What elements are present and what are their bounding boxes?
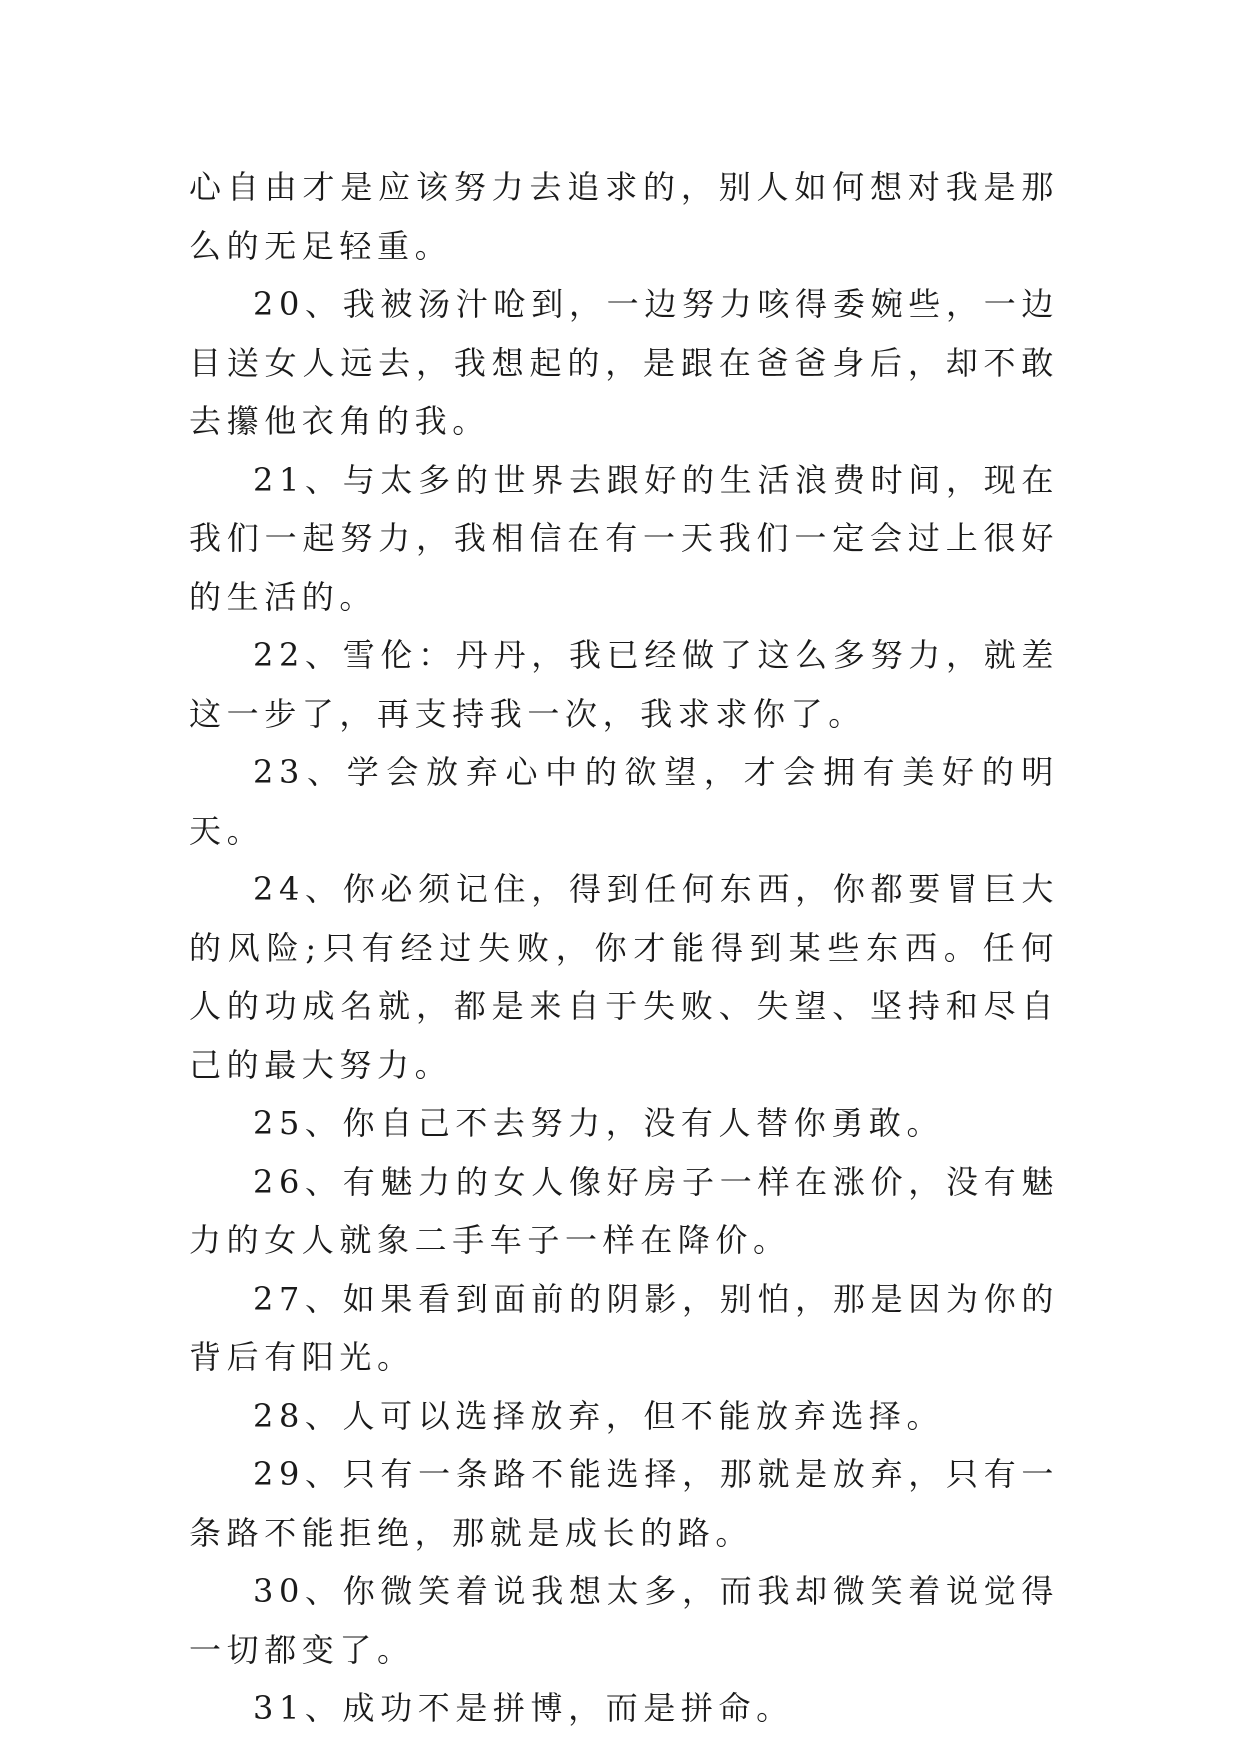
paragraph-26: 26、有魅力的女人像好房子一样在涨价，没有魅力的女人就象二手车子一样在降价。	[189, 1162, 1059, 1259]
paragraph-23: 23、学会放弃心中的欲望，才会拥有美好的明天。	[189, 753, 1059, 850]
paragraph-25: 25、你自己不去努力，没有人替你勇敢。	[253, 1104, 945, 1142]
paragraph-28: 28、人可以选择放弃，但不能放弃选择。	[253, 1396, 945, 1435]
paragraph-21: 21、与太多的世界去跟好的生活浪费时间，现在我们一起努力，我相信在有一天我们一定会过上很好的生活的。	[189, 460, 1059, 616]
paragraph-30: 30、你微笑着说我想太多，而我却微笑着说觉得一切都变了。	[189, 1572, 1059, 1669]
paragraph-24: 24、你必须记住，得到任何东西，你都要冒巨大的风险;只有经过失败，你才能得到某些东西。任何人的功成名就，都是来自于失败、失望、坚持和尽自己的最大努力。	[189, 870, 1059, 1084]
paragraph-29: 29、只有一条路不能选择，那就是放弃，只有一条路不能拒绝，那就是成长的路。	[189, 1455, 1059, 1552]
paragraph-22: 22、雪伦：丹丹，我已经做了这么多努力，就差这一步了，再支持我一次，我求求你了。	[189, 636, 1059, 733]
paragraph-20: 20、我被汤汁呛到，一边努力咳得委婉些，一边目送女人远去，我想起的，是跟在爸爸身后，却不敢去攥他衣角的我。	[189, 285, 1059, 440]
paragraph-31: 31、成功不是拼博，而是拼命。	[253, 1689, 794, 1727]
document-body	[189, 158, 1059, 1738]
paragraph-0: 心自由才是应该努力去追求的，别人如何想对我是那么的无足轻重。	[189, 168, 1059, 265]
paragraph-27: 27、如果看到面前的阴影，别怕，那是因为你的背后有阳光。	[189, 1279, 1059, 1376]
